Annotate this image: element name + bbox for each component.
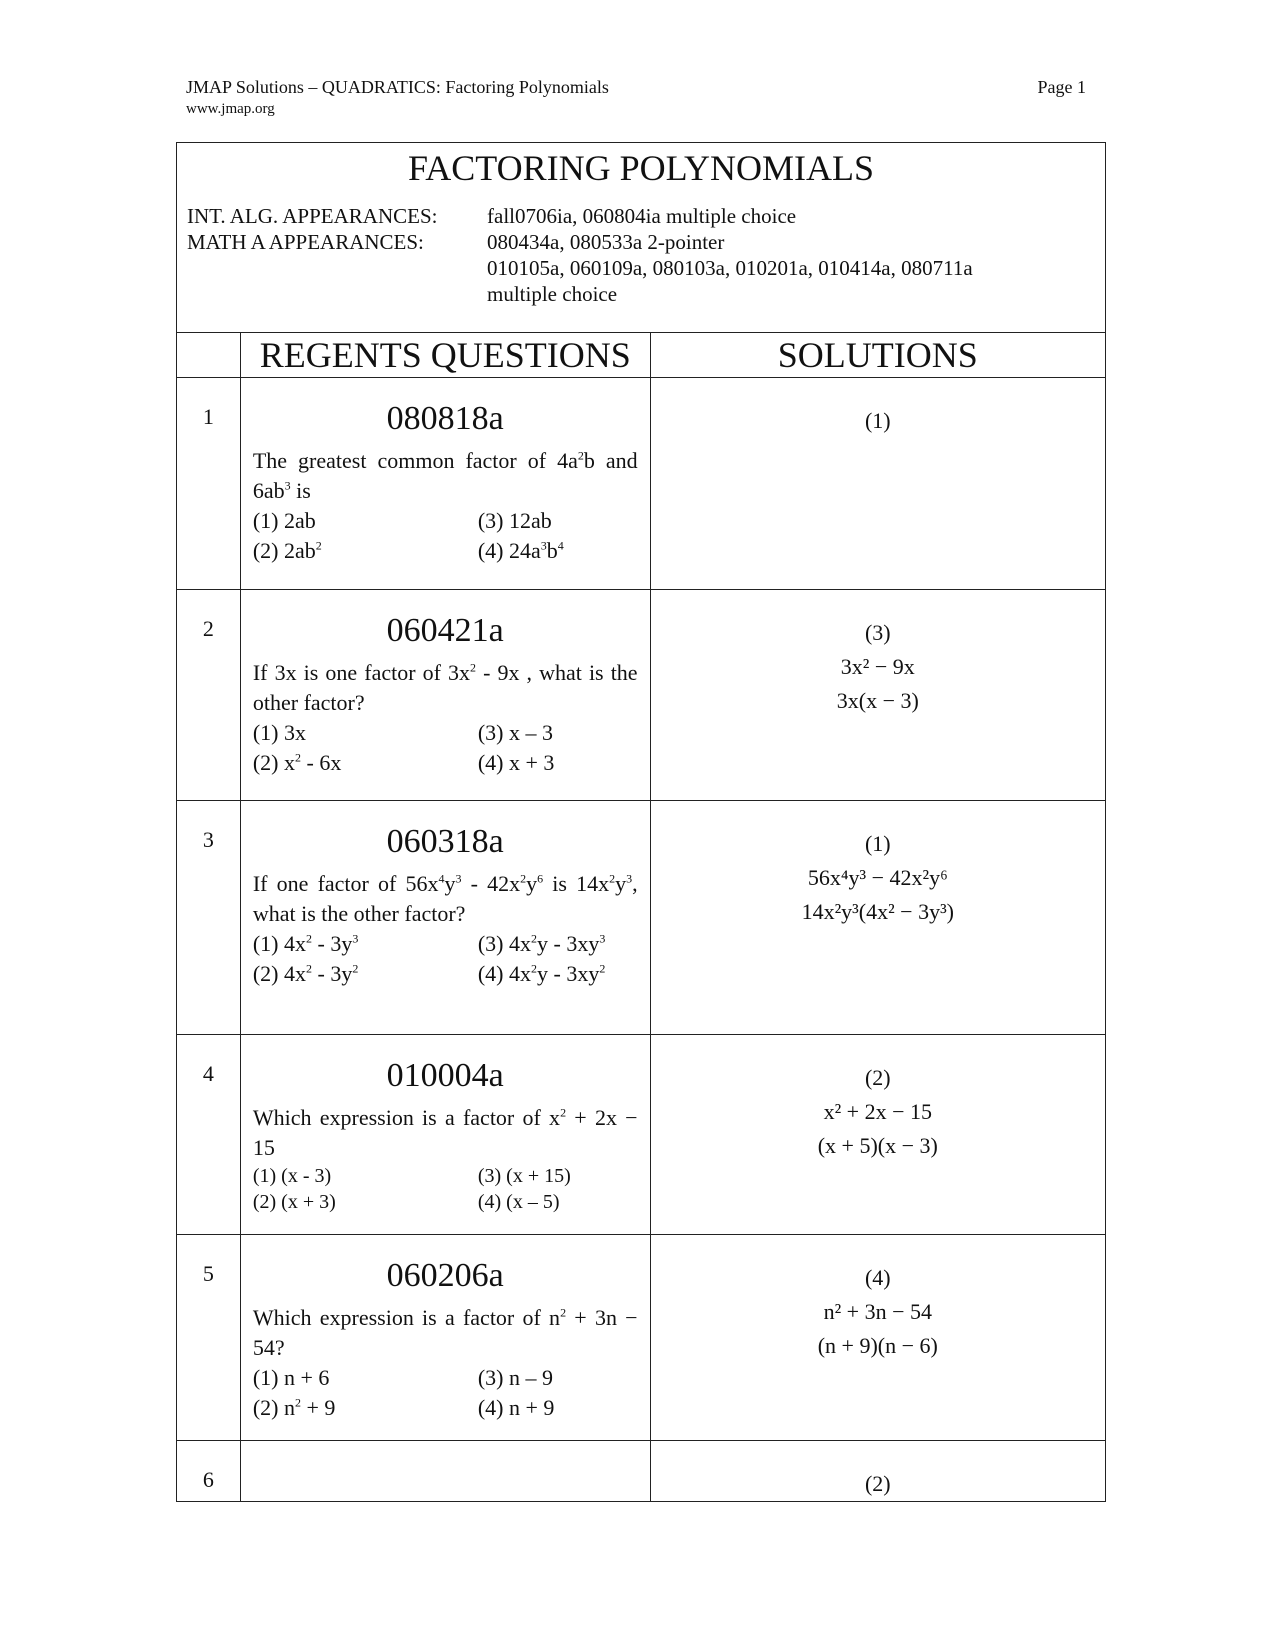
question-cell	[240, 1235, 650, 1441]
appearance-label: MATH A APPEARANCES:	[187, 230, 424, 254]
section-header	[177, 143, 1106, 333]
question-cell	[240, 801, 650, 1035]
solution-step: x² + 2x − 15	[823, 1099, 932, 1124]
question-number: 5	[177, 1235, 241, 1441]
solution-step: (x + 5)(x − 3)	[817, 1133, 938, 1158]
solution-answer: (2)	[864, 1065, 891, 1090]
table-row	[177, 590, 1106, 801]
table-row	[177, 378, 1106, 590]
appearance-value: 080434a, 080533a 2-pointer	[487, 230, 725, 254]
table-row	[177, 1441, 1106, 1502]
solution-answer: (4)	[864, 1265, 891, 1290]
question-stem: The greatest common factor of $4a^2b$ and $6ab^3$ is	[252, 448, 638, 503]
table-row	[177, 1235, 1106, 1441]
question-number: 3	[177, 801, 241, 1035]
section-title: FACTORING POLYNOMIALS	[407, 148, 875, 188]
question-number: 6	[177, 1441, 241, 1502]
appearance-label: INT. ALG. APPEARANCES:	[187, 204, 438, 228]
appearance-value: multiple choice	[487, 282, 618, 306]
answer-choices: (1) 3x (3) x – 3 (2) $x^2 - 6x$ (4) x + 3	[252, 720, 555, 775]
question-cell	[240, 1441, 650, 1502]
solution-answer: (2)	[864, 1471, 891, 1496]
table-row	[177, 801, 1106, 1035]
solution-step: n² + 3n − 54	[823, 1299, 932, 1324]
question-stem: If one factor of $56x^4y^3 - 42x^2y^6$ is $14x^2y^3$, what is the other factor?	[252, 871, 638, 926]
question-stem: Which expression is a factor of $x^2 + 2x - 15$	[252, 1105, 638, 1160]
question-code: 060206a	[386, 1257, 504, 1294]
question-number: 1	[177, 378, 241, 590]
question-stem: If 3x is one factor of $3x^2 - 9x$ , what is the other factor?	[252, 660, 638, 715]
column-header-solutions: SOLUTIONS	[650, 333, 1105, 378]
answer-choices: (1) $4x^2 - 3y^3$ (3) $4x^2y - 3xy^3$ (2) $4x^2 - 3y^2$ (4) $4x^2y - 3xy^2$	[252, 931, 606, 986]
appearances	[177, 189, 1105, 329]
question-cell	[240, 1035, 650, 1235]
solution-cell	[650, 590, 1105, 801]
header-title: JMAP Solutions – QUADRATICS: Factoring Polynomials	[186, 77, 609, 97]
question-stem: Which expression is a factor of $n^2 + 3n - 54$?	[252, 1305, 638, 1360]
solution-answer: (1)	[864, 831, 891, 856]
solution-cell	[650, 1035, 1105, 1235]
question-number: 4	[177, 1035, 241, 1235]
answer-choices: (1) (x - 3) (3) (x + 15) (2) (x + 3) (4) (x – 5)	[252, 1165, 571, 1213]
page-number: Page 1	[1037, 77, 1086, 97]
solution-cell	[650, 1235, 1105, 1441]
page-header	[186, 76, 1086, 120]
solution-cell	[650, 378, 1105, 590]
solution-step: 14x²y³(4x² − 3y³)	[801, 899, 955, 924]
header-url: www.jmap.org	[186, 101, 275, 117]
question-cell	[240, 590, 650, 801]
question-number: 2	[177, 590, 241, 801]
answer-choices: (1) 2ab (3) 12ab (2) $2ab^2$ (4) $24a^3b^4$	[252, 508, 564, 563]
question-cell	[240, 378, 650, 590]
solution-cell	[650, 1441, 1105, 1502]
solution-step: 3x(x − 3)	[836, 688, 919, 713]
solution-step: (n + 9)(n − 6)	[817, 1333, 938, 1358]
column-header-questions: REGENTS QUESTIONS	[240, 333, 650, 378]
solution-cell	[650, 801, 1105, 1035]
question-code: 010004a	[386, 1057, 504, 1094]
appearance-value: fall0706ia, 060804ia multiple choice	[487, 204, 797, 228]
answer-choices: (1) n + 6 (3) n – 9 (2) $n^2 + 9$ (4) n + 9	[252, 1365, 555, 1420]
question-code: 080818a	[386, 400, 504, 437]
solution-step: 56x⁴y³ − 42x²y⁶	[807, 865, 948, 890]
appearance-value: 010105a, 060109a, 080103a, 010201a, 010414a, 080711a	[487, 256, 973, 280]
question-code: 060318a	[386, 823, 504, 860]
question-code: 060421a	[386, 612, 504, 649]
table-row	[177, 1035, 1106, 1235]
questions-table	[176, 142, 1106, 1502]
solution-answer: (3)	[864, 620, 891, 645]
solution-step: 3x² − 9x	[840, 654, 915, 679]
solution-answer: (1)	[864, 408, 891, 433]
